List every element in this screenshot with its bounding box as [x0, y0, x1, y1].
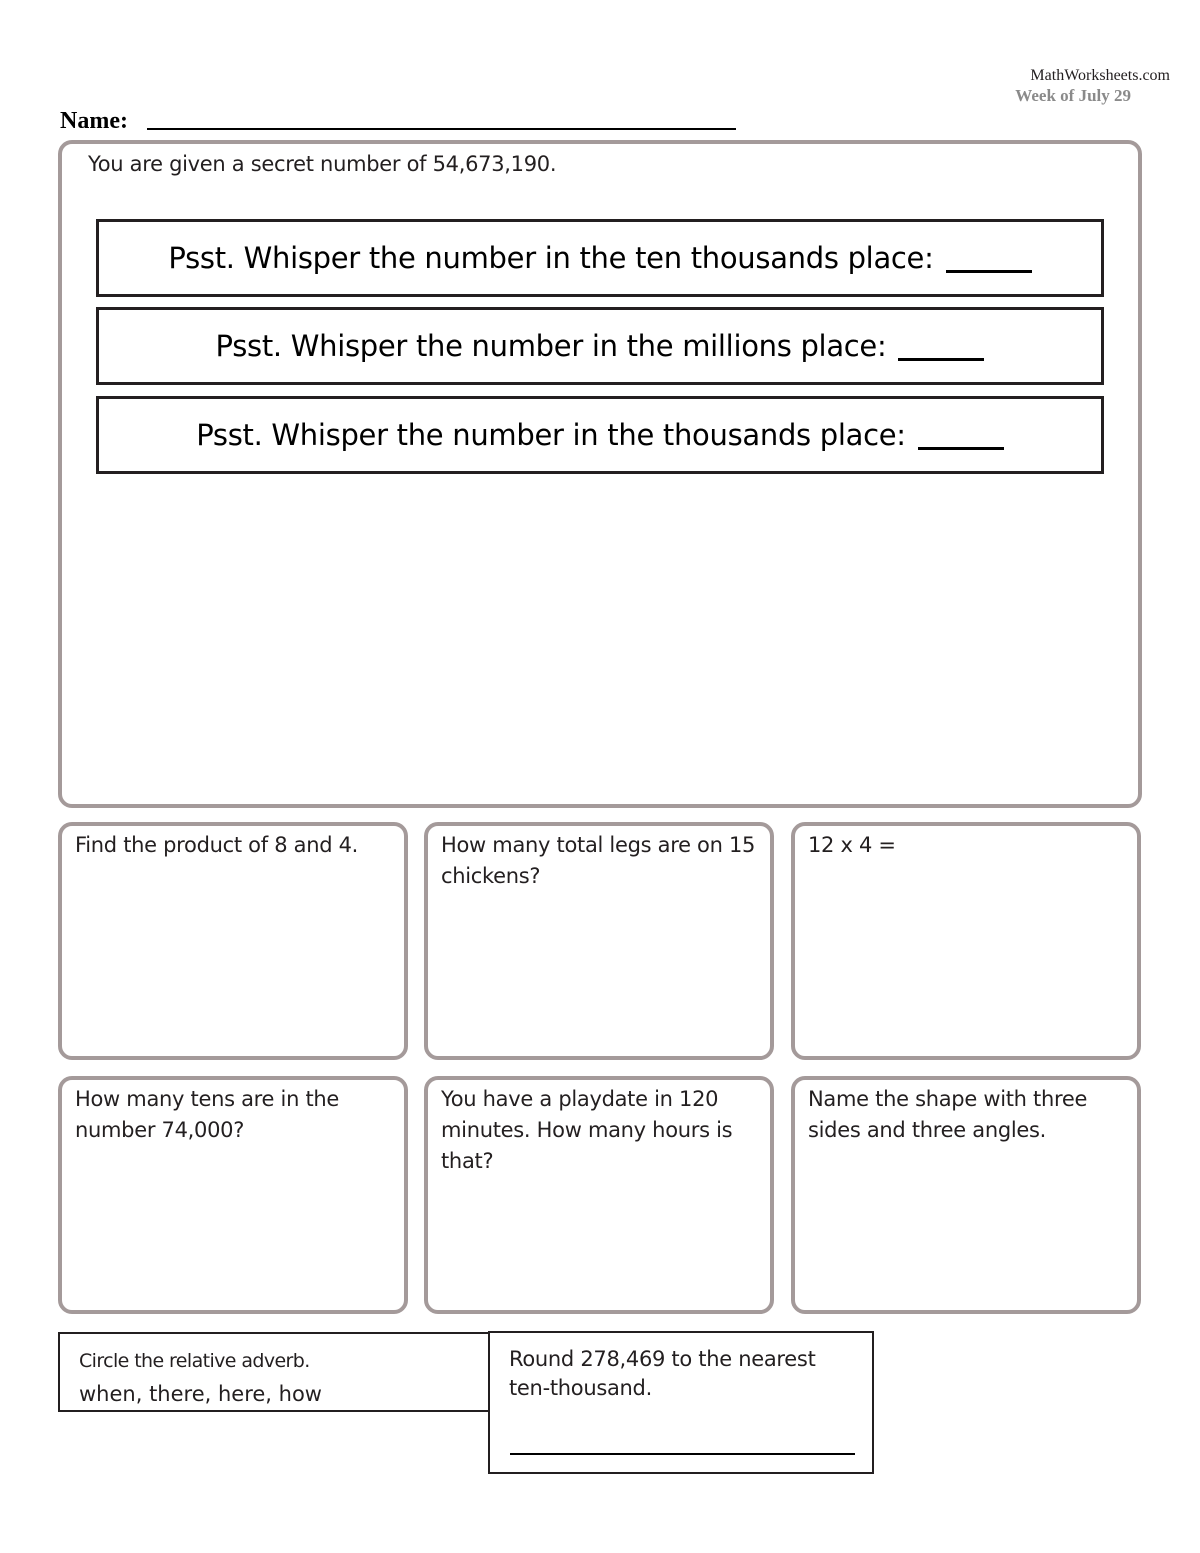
answer-blank-line	[510, 1453, 855, 1455]
problem-box	[424, 822, 774, 1060]
problem-text: How many tens are in the number 74,000?	[75, 1087, 340, 1142]
prompt-ten-thousands	[96, 219, 1104, 297]
rounding-question: Round 278,469 to the nearest ten-thousand.	[509, 1347, 816, 1400]
relative-adverb-box	[58, 1332, 492, 1412]
rounding-box	[488, 1331, 874, 1474]
problem-text: 12 x 4 =	[808, 833, 896, 857]
name-blank-line	[147, 128, 736, 130]
prompt-millions	[96, 307, 1104, 385]
problem-box	[58, 1076, 408, 1314]
site-name: MathWorksheets.com	[1030, 67, 1170, 84]
prompt-text: Psst. Whisper the number in the thousands place:	[196, 418, 906, 452]
prompt-text: Psst. Whisper the number in the millions place:	[215, 329, 887, 363]
answer-blank	[918, 421, 1004, 450]
week-label: Week of July 29	[1015, 86, 1131, 105]
problem-text: Find the product of 8 and 4.	[75, 833, 359, 857]
secret-number-intro: You are given a secret number of 54,673,190.	[88, 152, 557, 176]
prompt-thousands	[96, 396, 1104, 474]
answer-blank	[946, 244, 1032, 273]
prompt-text: Psst. Whisper the number in the ten thousands place:	[168, 241, 934, 275]
problem-box	[791, 822, 1141, 1060]
adverb-instruction: Circle the relative adverb.	[79, 1350, 310, 1372]
name-label: Name:	[60, 108, 128, 134]
problem-box	[424, 1076, 774, 1314]
problem-box	[58, 822, 408, 1060]
problem-text: Name the shape with three sides and three angles.	[808, 1087, 1088, 1142]
answer-blank	[898, 332, 984, 361]
problem-text: You have a playdate in 120 minutes. How many hours is that?	[441, 1087, 733, 1173]
problem-text: How many total legs are on 15 chickens?	[441, 833, 756, 888]
adverb-choices: when, there, here, how	[79, 1382, 322, 1406]
problem-box	[791, 1076, 1141, 1314]
